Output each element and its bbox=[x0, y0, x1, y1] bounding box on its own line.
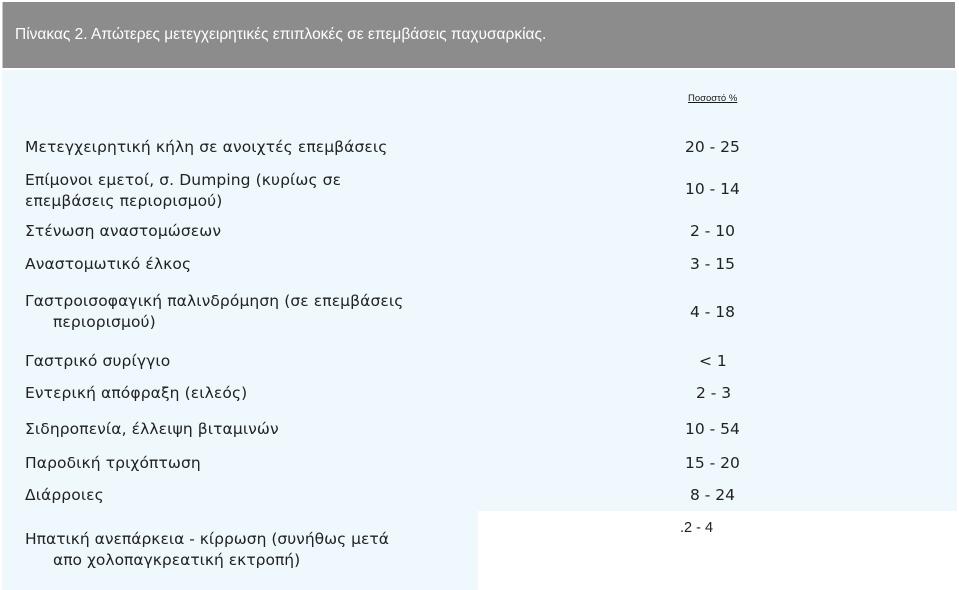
table-row-value: 10 - 54 bbox=[685, 420, 740, 438]
table-row-value: 2 - 3 bbox=[696, 384, 732, 402]
table-row-value: 8 - 24 bbox=[690, 486, 736, 504]
table-row-label: Μετεγχειρητική κήλη σε ανοιχτές επεμβάσεις bbox=[25, 138, 388, 156]
table-row-label bbox=[25, 170, 495, 212]
table-row-value: 20 - 25 bbox=[685, 138, 740, 156]
label-line-2: απο χολοπαγκρεατική εκτροπή) bbox=[53, 551, 301, 569]
table-row-value: < 1 bbox=[699, 352, 727, 370]
table-row-label: Αναστομωτικό έλκος bbox=[25, 255, 192, 273]
label-line-2: περιορισμού) bbox=[53, 313, 156, 331]
title-bar bbox=[2, 2, 955, 68]
table-row-value: .2 - 4 bbox=[680, 520, 714, 536]
table-title: Πίνακας 2. Απώτερες μετεγχειρητικές επιπλοκές σε επεμβάσεις παχυσαρκίας. bbox=[15, 26, 547, 43]
table-row-label: Γαστρικό συρίγγιο bbox=[25, 352, 171, 370]
table-row-label: Σιδηροπενία, έλλειψη βιταμινών bbox=[25, 420, 279, 438]
table-row-label: Στένωση αναστομώσεων bbox=[25, 222, 222, 240]
table-row-label: Διάρροιες bbox=[25, 486, 104, 504]
table-row-value: 3 - 15 bbox=[690, 255, 736, 273]
table-row-value: 2 - 10 bbox=[690, 222, 736, 240]
table-row-label: Εντερική απόφραξη (ειλεός) bbox=[25, 384, 248, 402]
table-row-value: 10 - 14 bbox=[685, 180, 740, 198]
label-line-1: Γαστροισοφαγική παλινδρόμηση (σε επεμβάσεις bbox=[25, 292, 404, 310]
table-row-label bbox=[25, 291, 495, 333]
table-row-value: 15 - 20 bbox=[685, 454, 740, 472]
label-line-2: επεμβάσεις περιορισμού) bbox=[25, 192, 223, 210]
blank-cell bbox=[478, 511, 959, 590]
column-header-percent: Ποσοστό % bbox=[688, 93, 738, 104]
label-line-1: Ηπατική ανεπάρκεια - κίρρωση (συνήθως μετά bbox=[25, 530, 389, 548]
table-row-label bbox=[25, 529, 475, 571]
table-row-label: Παροδική τριχόπτωση bbox=[25, 454, 201, 472]
table-row-value: 4 - 18 bbox=[690, 303, 736, 321]
label-line-1: Επίμονοι εμετοί, σ. Dumping (κυρίως σε bbox=[25, 171, 342, 189]
